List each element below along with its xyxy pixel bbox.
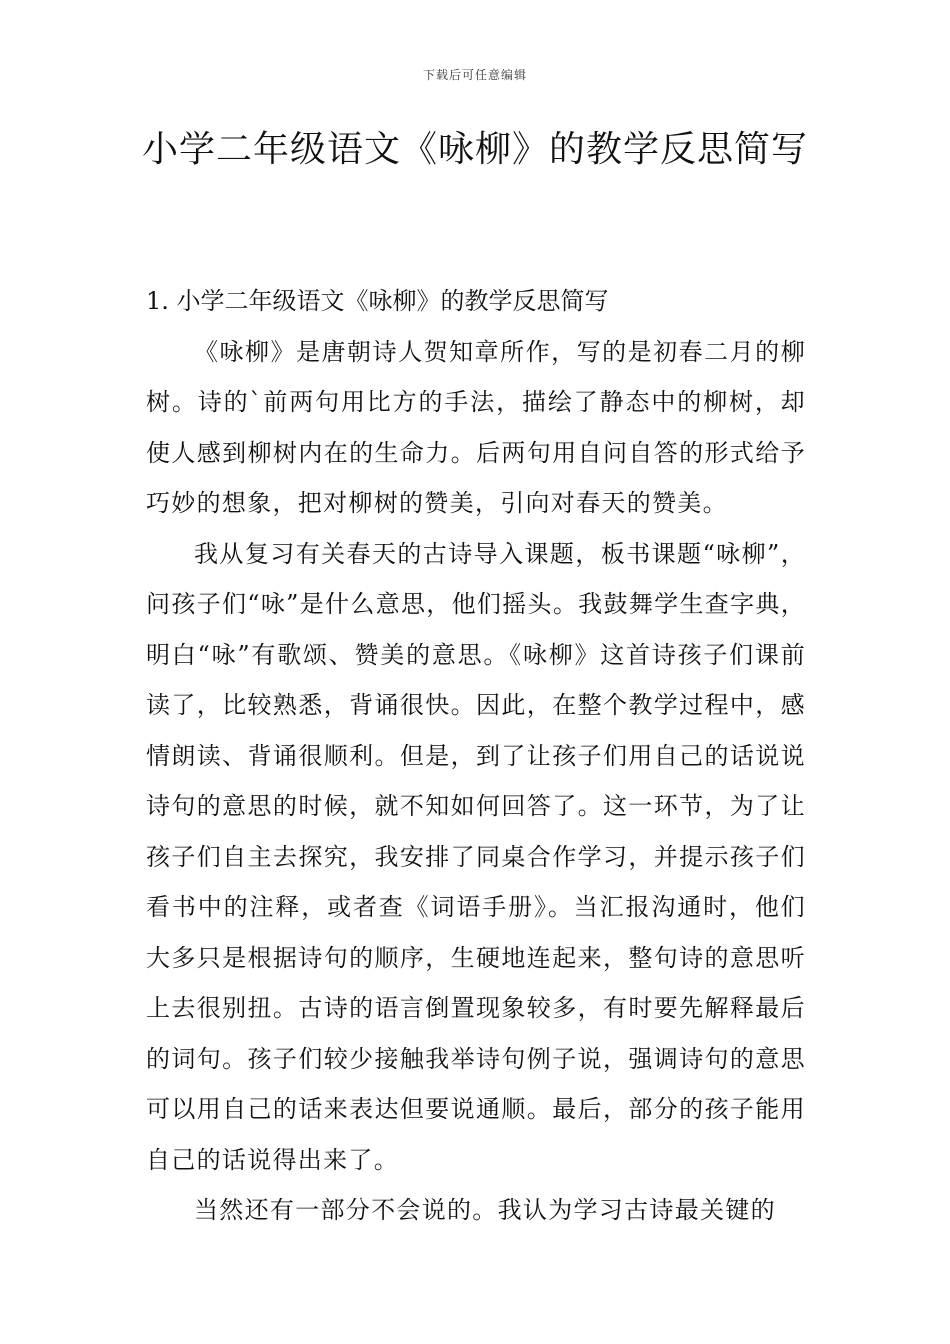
paragraph-reflection: 当然还有一部分不会说的。我认为学习古诗最关键的 — [194, 1196, 776, 1224]
section-heading: 1. 小学二年级语文《咏柳》的教学反思简写 — [146, 287, 609, 315]
paragraph-intro: 《咏柳》是唐朝诗人贺知章所作，写的是初春二月的柳树。诗的`前两句用比方的手法，描绘了静态中的柳树，却使人感到柳树内在的生命力。后两句用自问自答的形式给予巧妙的想象，把对柳树的赞美，引向对春天的赞美。 — [146, 337, 806, 517]
document-body — [146, 276, 806, 1236]
paragraph-teaching-process: 我从复习有关春天的古诗导入课题，板书课题“咏柳”，问孩子们“咏”是什么意思，他们摇头。我鼓舞学生查字典，明白“咏”有歌颂、赞美的意思。《咏柳》这首诗孩子们课前读了，比较熟悉，背诵很快。因此，在整个教学过程中，感情朗读、背诵很顺利。但是，到了让孩子们用自己的话说说诗句的意思的时候，就不知如何回答了。这一环节，为了让孩子们自主去探究，我安排了同桌合作学习，并提示孩子们看书中的注释，或者查《词语手册》。当汇报沟通时，他们大多只是根据诗句的顺序，生硬地连起来，整句诗的意思听上去很别扭。古诗的语言倒置现象较多，有时要先解释最后的词句。孩子们较少接触我举诗句例子说，强调诗句的意思可以用自己的话来表达但要说通顺。最后，部分的孩子能用自己的话说得出来了。 — [146, 539, 806, 1174]
document-title: 小学二年级语文《咏柳》的教学反思简写 — [141, 129, 808, 170]
header-note: 下载后可任意编辑 — [422, 68, 527, 82]
